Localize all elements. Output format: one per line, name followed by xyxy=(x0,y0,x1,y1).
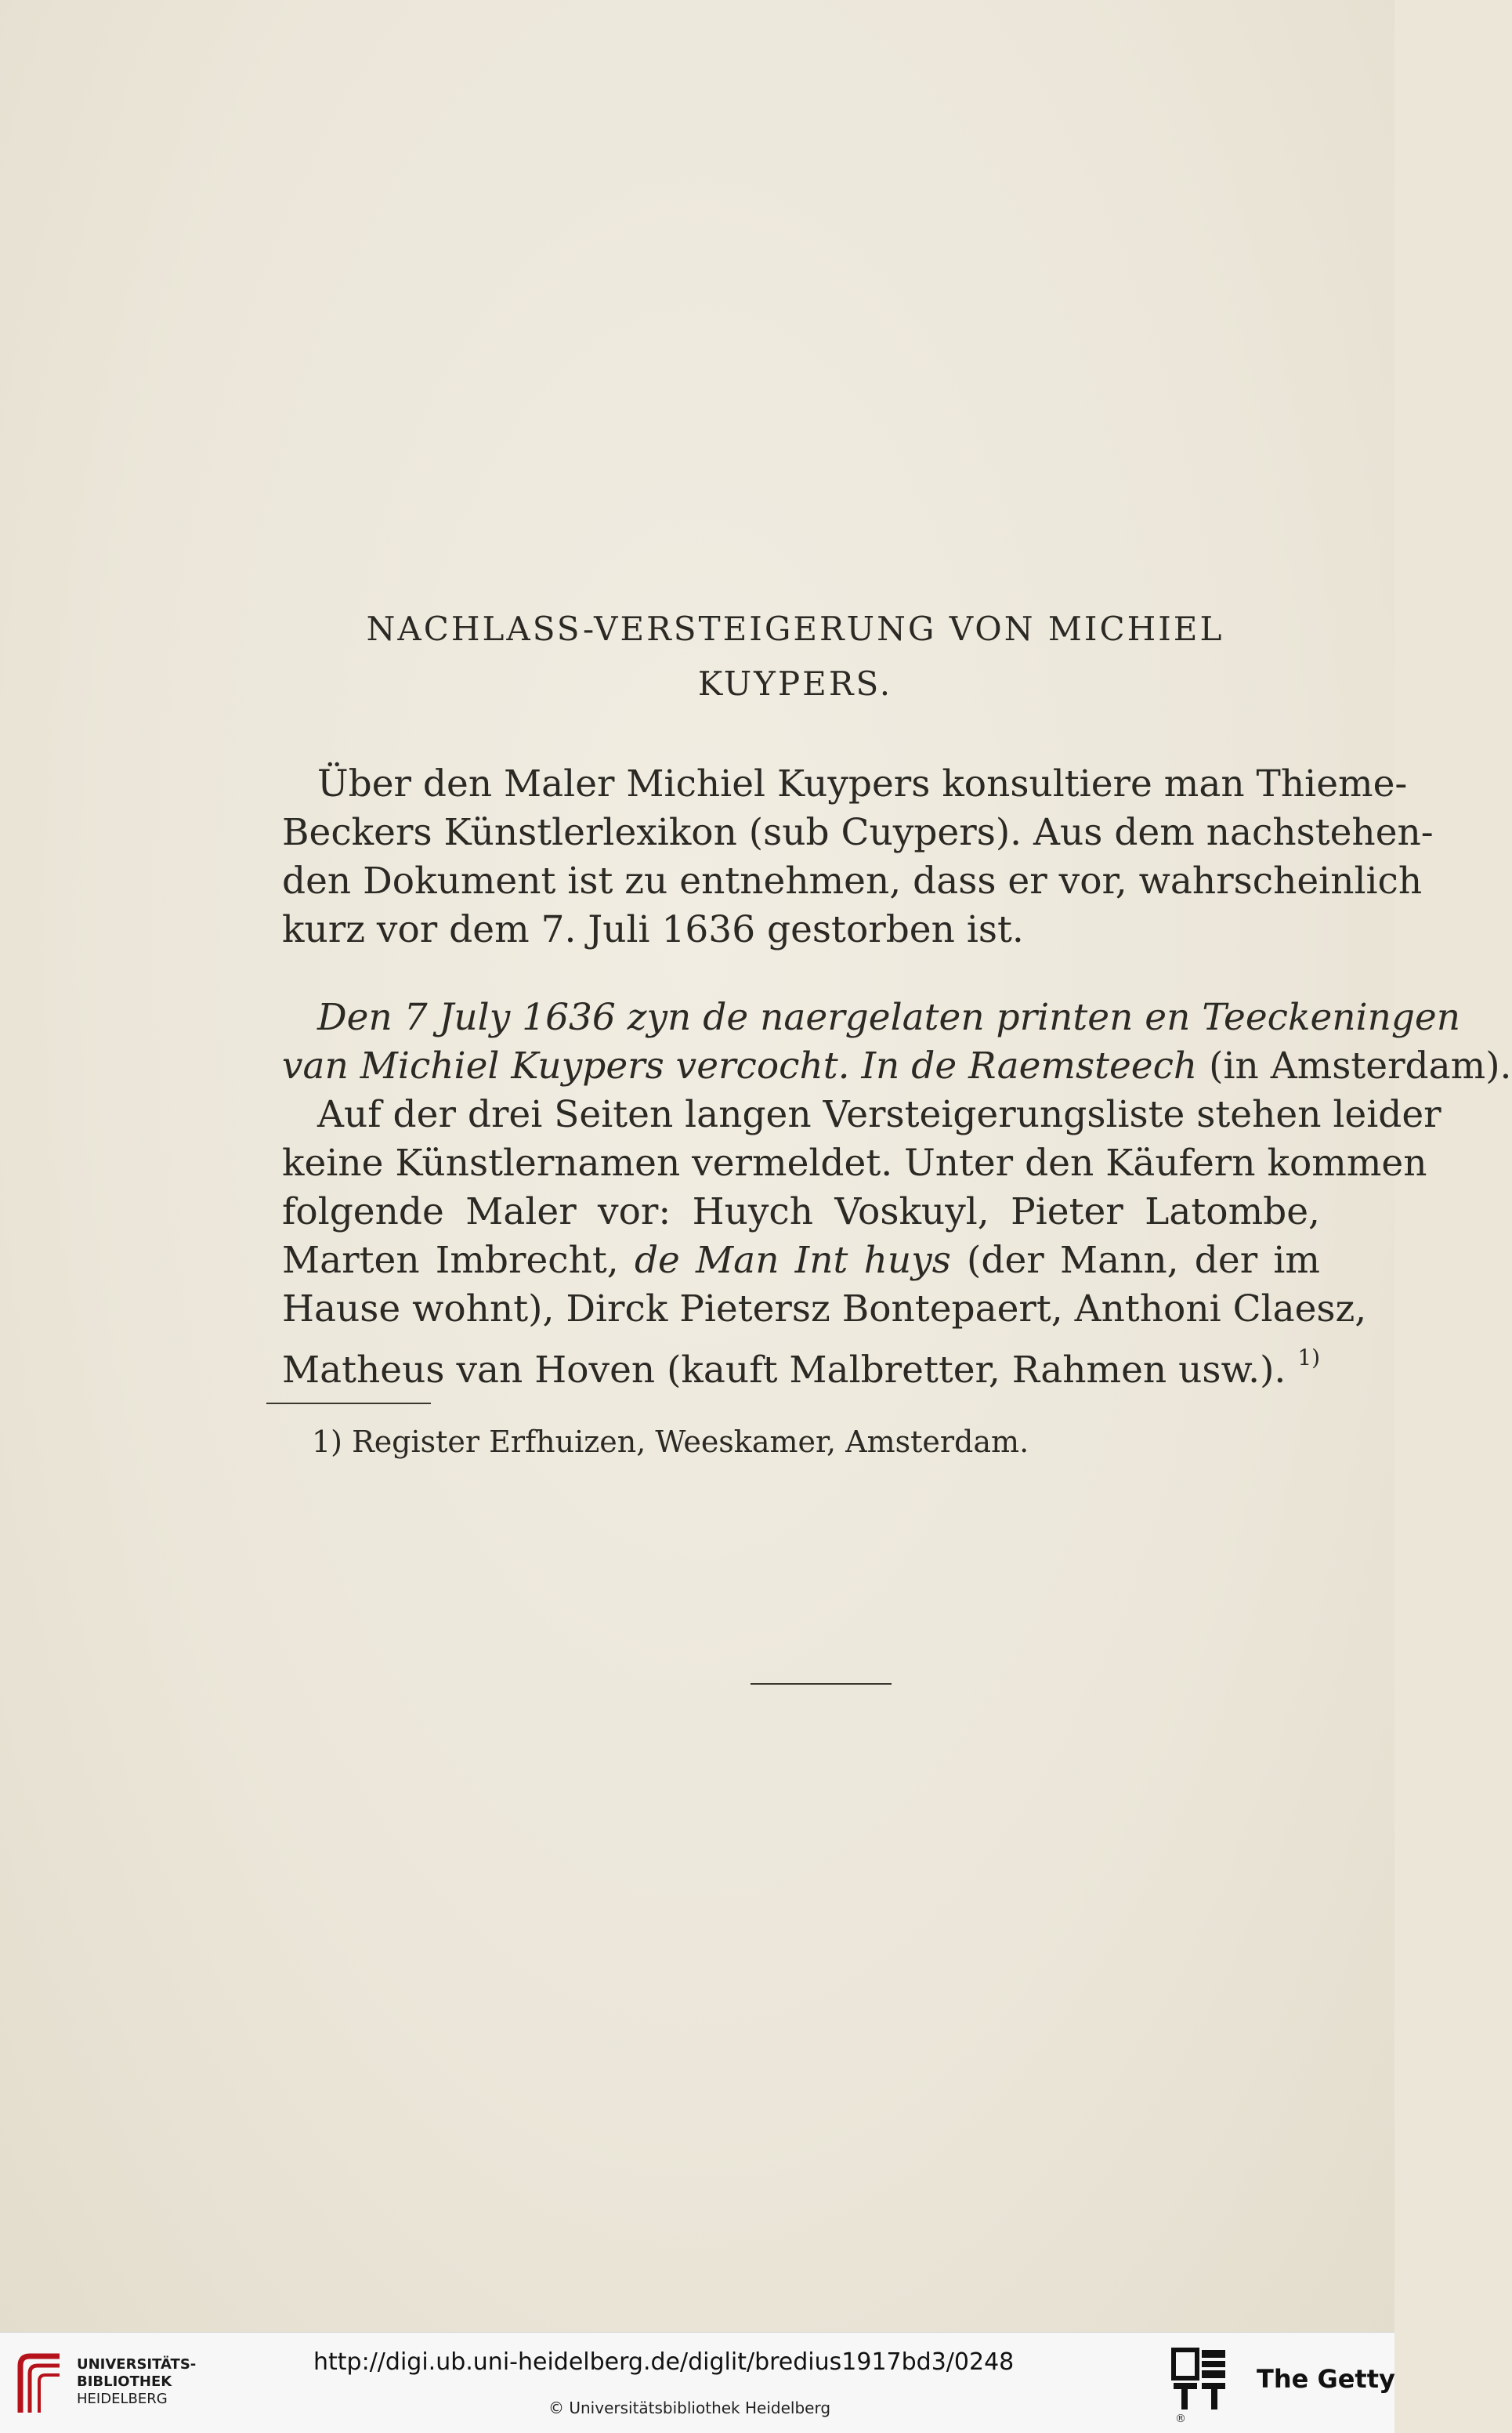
title-line-1: NACHLASS-VERSTEIGERUNG VON MICHIEL xyxy=(366,610,1224,648)
buyer-text: Marten Imbrecht, xyxy=(282,1239,619,1282)
paragraph-buyers xyxy=(282,1091,1441,1395)
footnote: 1) Register Erfhuizen, Weeskamer, Amsterdam. xyxy=(312,1425,1029,1459)
quote-place: (in Amsterdam). xyxy=(1209,1045,1512,1088)
library-line-2: BIBLIOTHEK xyxy=(77,2373,172,2390)
text-line: Über den Maler Michiel Kuypers konsultiere man Thieme- xyxy=(317,762,1408,806)
text-line: Auf der drei Seiten langen Versteigerungsliste stehen leider xyxy=(317,1093,1441,1136)
text-line: Hause wohnt), Dirck Pietersz Bontepaert, Anthoni Claesz, xyxy=(282,1287,1367,1331)
getty-label: The Getty xyxy=(1257,2364,1395,2394)
university-library-logo-icon xyxy=(13,2350,67,2416)
buyer-italic: de Man Int huys xyxy=(634,1239,951,1282)
text-line: kurz vor dem 7. Juli 1636 gestorben ist. xyxy=(282,908,1024,951)
quote-italic: van Michiel Kuypers vercocht. In de Raemsteech xyxy=(282,1045,1198,1088)
article-title xyxy=(298,602,1293,711)
paragraph-intro xyxy=(282,760,1434,954)
library-line-3: HEIDELBERG xyxy=(77,2391,168,2407)
text-line: Beckers Künstlerlexikon (sub Cuypers). Aus dem nachstehen- xyxy=(282,811,1434,854)
getty-logo-icon xyxy=(1172,2348,1227,2411)
buyer-text-last: Matheus van Hoven (kauft Malbretter, Rahmen usw.). xyxy=(282,1349,1286,1392)
end-rule xyxy=(751,1683,892,1685)
library-name xyxy=(77,2356,196,2408)
footnote-reference: 1) xyxy=(1297,1345,1321,1370)
buyer-text-after: (der Mann, der im xyxy=(967,1239,1320,1282)
title-line-2: KUYPERS. xyxy=(697,664,893,703)
footnote-divider xyxy=(266,1403,431,1404)
copyright-notice: © Universitätsbibliothek Heidelberg xyxy=(548,2399,831,2417)
quote-line-2 xyxy=(282,1042,1512,1091)
registered-mark: ® xyxy=(1175,2413,1186,2425)
viewer-footer xyxy=(0,2332,1394,2433)
text-line: keine Künstlernamen vermeldet. Unter den Käufern kommen xyxy=(282,1142,1427,1185)
text-line-4 xyxy=(282,1236,1320,1285)
library-line-1: UNIVERSITÄTS- xyxy=(77,2356,197,2373)
paragraph-quote xyxy=(282,994,1512,1091)
permalink-url[interactable]: http://digi.ub.uni-heidelberg.de/diglit/bredius1917bd3/0248 xyxy=(313,2348,1015,2376)
quote-line: Den 7 July 1636 zyn de naergelaten printen en Teeckeningen xyxy=(317,996,1461,1039)
text-line-6 xyxy=(282,1334,1320,1395)
text-line: folgende Maler vor: Huych Voskuyl, Pieter Latombe, xyxy=(282,1190,1320,1233)
text-line: den Dokument ist zu entnehmen, dass er vor, wahrscheinlich xyxy=(282,860,1423,903)
